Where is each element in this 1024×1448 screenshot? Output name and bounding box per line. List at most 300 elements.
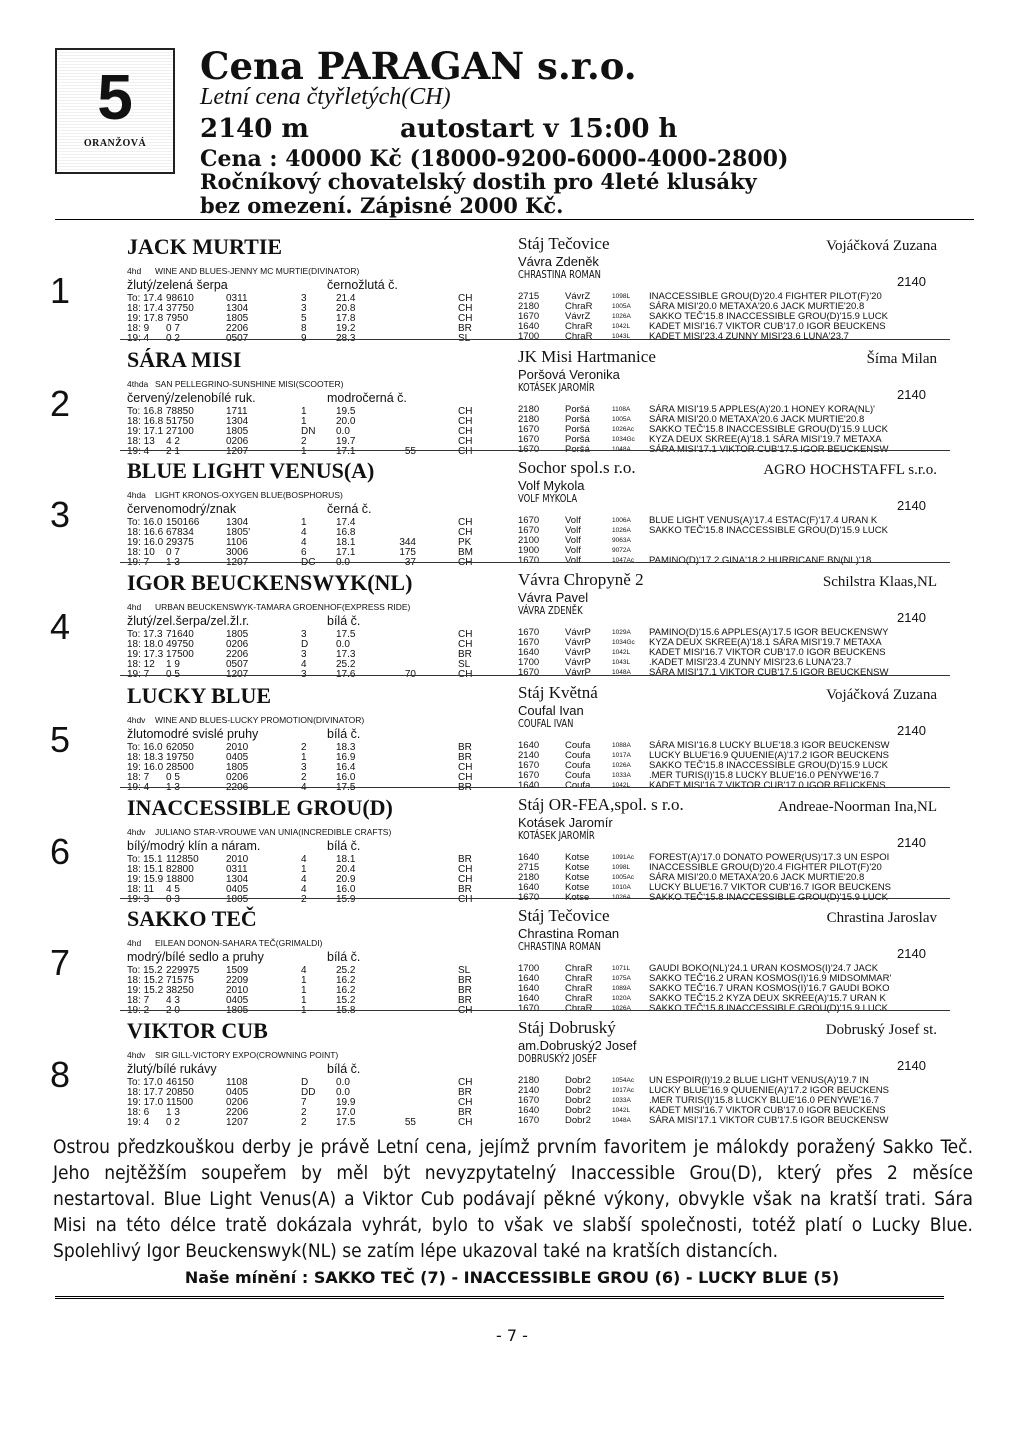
stats-cell: 0507 — [226, 659, 249, 670]
race-cell: Coufa — [565, 750, 591, 761]
owner-name: Dobruský Josef st. — [825, 1022, 937, 1038]
race-cell: 1640 — [518, 321, 540, 332]
stats-cell: 0206 — [226, 436, 249, 447]
recent-races — [518, 1076, 949, 1126]
stats-cell: 20.8 — [336, 303, 356, 314]
race-cell: 2180 — [518, 301, 540, 312]
stats-cell: 0 7 — [166, 323, 180, 334]
pedigree — [127, 379, 343, 389]
page-number: - 7 - — [496, 1326, 528, 1345]
stats-cell: 1207 — [226, 669, 249, 680]
stats-cell: 16.2 — [336, 985, 356, 996]
entry-divider — [120, 675, 950, 676]
stats-cell: 29375 — [166, 537, 194, 548]
stats-cell: 4 — [301, 874, 307, 885]
owner-name: Vojáčková Zuzana — [826, 238, 937, 254]
stats-cell: 1 — [301, 446, 307, 457]
entry-distance: 2140 — [897, 274, 926, 289]
our-opinion: Naše mínění : SAKKO TEČ (7) - INACCESSIBLE GROU (6) - LUCKY BLUE (5) — [184, 1268, 840, 1287]
race-cell: ChraR — [565, 321, 593, 332]
stats-cell: 18.1 — [336, 537, 356, 548]
race-cell: 1670 — [518, 424, 540, 435]
pedigree-text: EILEAN DONON-SAHARA TEČ(GRIMALDI) — [155, 938, 323, 948]
stats-row — [127, 314, 508, 324]
stats-cell: 0 2 — [166, 1117, 180, 1128]
race-cell: 1005Ac — [612, 874, 635, 881]
stats-row — [127, 660, 508, 670]
stats-cell: To: 16.8 — [127, 406, 163, 417]
stats-cell: 17.3 — [336, 649, 356, 660]
stats-cell: 16.9 — [336, 752, 356, 763]
stats-cell: BR — [458, 1107, 472, 1118]
stats-cell: 27100 — [166, 426, 194, 437]
race-cell: 2180 — [518, 1075, 540, 1086]
stats-cell: 0 5 — [166, 669, 180, 680]
race-cell: VávrP — [565, 627, 591, 638]
stats-cell — [416, 548, 458, 558]
race-cell: 1670 — [518, 760, 540, 771]
race-cell: Volf — [565, 525, 581, 536]
race-cell: 1098L — [612, 293, 631, 300]
horse-name: INACCESSIBLE GROU(D) — [127, 795, 393, 820]
stats-cell: To: 17.4 — [127, 293, 163, 304]
stats-cell: CH — [458, 1117, 473, 1128]
stats-cell — [416, 630, 458, 640]
career-stats — [127, 966, 508, 1016]
entry-number: 8 — [50, 1054, 71, 1095]
race-cell: SAKKO TEČ'16.2 URAN KOSMOS(I)'16.9 MIDSOMMAR' — [649, 973, 892, 984]
racing-colors-cap: černožlutá č. — [327, 278, 398, 292]
racing-colors: modrý/bílé sedlo a pruhy — [127, 950, 264, 964]
stats-row — [127, 427, 508, 437]
stats-cell — [416, 640, 458, 650]
stats-cell: DC — [301, 557, 316, 568]
stats-cell: 67834 — [166, 527, 194, 538]
stats-cell: 18: 18.3 — [127, 752, 164, 763]
stats-cell: 19: 16.0 — [127, 762, 164, 773]
race-distance-start — [200, 114, 677, 144]
race-cell: ChraR — [565, 993, 593, 1004]
entry-divider — [120, 1010, 950, 1011]
race-cell: 1670 — [518, 515, 540, 526]
race-cell: INACCESSIBLE GROU(D)'20.4 FIGHTER PILOT(F)'20 — [649, 862, 882, 873]
race-cell: VávrP — [565, 667, 591, 678]
stats-row — [127, 885, 508, 895]
stats-cell: 1 — [301, 985, 307, 996]
race-cell: 1006A — [612, 517, 631, 524]
race-cell: VávrZ — [565, 291, 591, 302]
stats-cell: 6 — [301, 547, 307, 558]
stats-cell: 62050 — [166, 742, 194, 753]
recent-races — [518, 853, 949, 903]
race-cell: SÁRA MISI'19.5 APPLES(A)'20.1 HONEY KORA(NL)' — [649, 404, 875, 415]
stats-cell: 4 — [301, 527, 307, 538]
stats-cell: To: 17.3 — [127, 629, 163, 640]
stats-cell: 7 — [301, 1097, 307, 1108]
race-cell: Volf — [565, 545, 581, 556]
stats-cell: 1 3 — [166, 782, 180, 793]
stats-cell: 344 — [399, 537, 416, 548]
stats-cell — [416, 304, 458, 314]
stats-cell: 0507 — [226, 333, 249, 344]
stats-cell: 4 3 — [166, 995, 180, 1006]
stats-cell: 98610 — [166, 293, 194, 304]
stats-cell — [416, 528, 458, 538]
stats-cell — [416, 447, 458, 457]
stats-cell: 46150 — [166, 1077, 194, 1088]
race-cell: Poršá — [565, 434, 590, 445]
stats-cell — [416, 855, 458, 865]
racing-colors: žlutý/zelená šerpa — [127, 278, 228, 292]
pedigree-text: SAN PELLEGRINO-SUNSHINE MISI(SCOOTER) — [155, 379, 344, 389]
stats-cell: DD — [301, 1087, 316, 1098]
stable-name: Stáj Tečovice — [518, 906, 610, 925]
stats-cell: 175 — [399, 547, 416, 558]
horse-name: LUCKY BLUE — [127, 683, 272, 708]
race-cell: Kotse — [565, 882, 590, 893]
racing-colors: žlutomodré svislé pruhy — [127, 727, 259, 741]
stats-cell: 16.4 — [336, 762, 356, 773]
stats-cell: CH — [458, 894, 473, 905]
race-cell — [649, 536, 949, 546]
owner-name: Vojáčková Zuzana — [826, 687, 937, 703]
race-cell: 1026A — [612, 313, 631, 320]
stats-cell: 2206 — [226, 649, 249, 660]
trainer-name: CHRASTINA ROMAN — [518, 940, 601, 953]
stats-cell: CH — [458, 1077, 473, 1088]
race-cell: Poršá — [565, 424, 590, 435]
stats-cell — [416, 1118, 458, 1128]
race-cell: 1670 — [518, 311, 540, 322]
race-cell: KYZA DEUX SKREE(A)'18.1 SÁRA MISI'19.7 METAXA — [649, 434, 882, 445]
race-cell: 2100 — [518, 535, 540, 546]
stats-cell: 19.9 — [336, 1097, 356, 1108]
stats-cell: CH — [458, 303, 473, 314]
stable-name: Stáj Květná — [518, 683, 598, 702]
stats-cell: 20850 — [166, 1087, 194, 1098]
stats-cell: 1 — [301, 406, 307, 417]
race-cell: 2180 — [518, 404, 540, 415]
race-cell: 1091Ac — [612, 854, 635, 861]
stats-cell: To: 16.0 — [127, 517, 163, 528]
stats-cell: 17.5 — [336, 629, 356, 640]
entry-number: 7 — [50, 942, 71, 983]
stats-cell: 25.2 — [336, 965, 356, 976]
stats-cell: 1805 — [226, 1005, 249, 1016]
driver-name: am.Dobruský2 Josef — [518, 1038, 637, 1053]
stats-cell: 4 — [301, 659, 307, 670]
footer-divider — [55, 1296, 944, 1299]
entry-divider — [120, 562, 950, 563]
stats-cell: 0206 — [226, 1097, 249, 1108]
entry-distance: 2140 — [897, 610, 926, 625]
stats-cell: 37750 — [166, 303, 194, 314]
racing-colors-cap: černá č. — [327, 502, 372, 516]
stats-cell — [386, 966, 416, 976]
race-cell: 1089A — [612, 985, 631, 992]
stats-cell: 1805 — [226, 426, 249, 437]
race-cell: 1640 — [518, 983, 540, 994]
stats-cell: 20.4 — [336, 864, 356, 875]
stats-row — [127, 1006, 508, 1016]
race-cell: 1034Gc — [612, 639, 635, 646]
stats-cell: CH — [458, 313, 473, 324]
stats-cell: 4 2 — [166, 436, 180, 447]
race-cell: ChraR — [565, 301, 593, 312]
stats-cell: 0206 — [226, 772, 249, 783]
stats-row — [127, 650, 508, 660]
race-subtitle: Letní cena čtyřletých(CH) — [200, 84, 451, 110]
stats-cell: CH — [458, 293, 473, 304]
race-cell: Dobr2 — [565, 1075, 591, 1086]
stats-cell — [386, 865, 416, 875]
race-cell: 1640 — [518, 852, 540, 863]
stats-cell: 18: 16.6 — [127, 527, 164, 538]
stats-cell: CH — [458, 557, 473, 568]
racing-colors: červený/zelenobílé ruk. — [127, 391, 256, 405]
race-cell: .KADET MISI'23.4 ZUNNY MISI'23.6 LUNA'23.7 — [649, 657, 852, 668]
stats-cell — [416, 660, 458, 670]
race-cell: 1108A — [612, 406, 631, 413]
owner-name: Andreae-Noorman Ina,NL — [777, 799, 937, 815]
race-title: Cena PARAGAN s.r.o. — [200, 44, 637, 88]
stats-cell: 17.0 — [336, 1107, 356, 1118]
entry-divider — [120, 450, 950, 451]
race-cell: SÁRA MISI'16.8 LUCKY BLUE'18.3 IGOR BEUCKENSW — [649, 740, 890, 751]
stats-cell: CH — [458, 517, 473, 528]
stats-cell — [416, 1078, 458, 1088]
pedigree-text: JULIANO STAR-VROUWE VAN UNIA(INCREDIBLE CRAFTS) — [155, 827, 392, 837]
race-prize: Cena : 40000 Kč (18000-9200-6000-4000-2800) — [200, 146, 789, 172]
race-cell: 1017Ac — [612, 1087, 635, 1094]
entry-distance: 2140 — [897, 387, 926, 402]
race-row — [518, 668, 949, 678]
race-cell: 1005A — [612, 416, 631, 423]
race-cell: Coufa — [565, 770, 591, 781]
stats-cell: 1805 — [226, 762, 249, 773]
race-cell: GAUDI BOKO(NL)'24.1 URAN KOSMOS(I)'24.7 JACK — [649, 963, 879, 974]
stats-cell: 18: 16.8 — [127, 416, 164, 427]
stats-cell: 1 — [301, 975, 307, 986]
stats-cell — [416, 294, 458, 304]
race-cell: 1670 — [518, 1115, 540, 1126]
race-cell: KYZA DEUX SKREE(A)'18.1 SÁRA MISI'19.7 METAXA — [649, 637, 882, 648]
stats-cell — [416, 518, 458, 528]
race-cell: 1098L — [612, 864, 631, 871]
stats-cell: 0405 — [226, 752, 249, 763]
racing-colors: červenomodrý/znak — [127, 502, 237, 516]
stats-cell: 3006 — [226, 547, 249, 558]
stats-cell: 3 — [301, 303, 307, 314]
stats-cell: 2010 — [226, 854, 249, 865]
header-divider — [55, 219, 974, 220]
stats-cell — [386, 304, 416, 314]
racing-colors-cap: bílá č. — [327, 1062, 361, 1076]
stats-cell: 1 — [301, 995, 307, 1006]
stable-name: Stáj OR-FEA,spol. s r.o. — [518, 795, 684, 814]
race-cell: Volf — [565, 515, 581, 526]
horse-age-sex: 4hd — [127, 938, 142, 948]
stats-cell: SL — [458, 659, 471, 670]
stats-cell — [386, 294, 416, 304]
stats-cell — [416, 773, 458, 783]
stats-cell — [386, 1098, 416, 1108]
race-cell: 1071L — [612, 965, 631, 972]
race-cell: SAKKO TEČ'15.8 INACCESSIBLE GROU(D)'15.9 LUCK — [649, 311, 888, 322]
stats-cell — [386, 773, 416, 783]
pedigree-text: LIGHT KRONOS-OXYGEN BLUE(BOSPHORUS) — [155, 490, 343, 500]
race-cell: 2140 — [518, 750, 540, 761]
stats-cell: 18.3 — [336, 742, 356, 753]
stats-cell — [416, 885, 458, 895]
driver-name: Vávra Zdeněk — [518, 254, 599, 269]
stats-cell: 16.0 — [336, 884, 356, 895]
race-cell: 1088A — [612, 742, 631, 749]
race-cell: 1670 — [518, 444, 540, 455]
stats-cell — [386, 630, 416, 640]
stats-cell: 229975 — [166, 965, 200, 976]
stats-cell: CH — [458, 406, 473, 417]
stats-row — [127, 437, 508, 447]
race-cell: Kotse — [565, 872, 590, 883]
badge-number: 5 — [97, 61, 133, 133]
horse-name: IGOR BEUCKENSWYK(NL) — [127, 570, 413, 595]
stats-cell: 3 — [301, 762, 307, 773]
career-stats — [127, 743, 508, 793]
stats-cell — [416, 417, 458, 427]
stats-cell: 17.8 — [336, 313, 356, 324]
entry-divider — [120, 898, 950, 899]
pedigree-text: WINE AND BLUES-LUCKY PROMOTION(DIVINATOR) — [155, 715, 365, 725]
stats-cell — [386, 650, 416, 660]
race-cell: 1026A — [612, 1005, 631, 1012]
race-cell: KADET MISI'16.7 VIKTOR CUB'17.0 IGOR BEUCKENS — [649, 647, 886, 658]
stats-cell: 18: 17.4 — [127, 303, 164, 314]
stats-cell: CH — [458, 527, 473, 538]
race-cell: PAMINO(D)'15.6 APPLES(A)'17.5 IGOR BEUCKENSWY — [649, 627, 889, 638]
stats-cell: 0 7 — [166, 547, 180, 558]
stats-cell — [416, 437, 458, 447]
stats-cell: CH — [458, 426, 473, 437]
race-cell: Coufa — [565, 740, 591, 751]
stats-cell: 17.5 — [336, 782, 356, 793]
stats-cell — [386, 427, 416, 437]
race-cell: 1670 — [518, 627, 540, 638]
career-stats — [127, 630, 508, 680]
stats-cell: 18: 7 — [127, 772, 150, 783]
horse-age-sex: 4thda — [127, 379, 149, 389]
stats-cell: 2 — [301, 436, 307, 447]
driver-name: Vávra Pavel — [518, 590, 589, 605]
stats-cell: 0 2 — [166, 333, 180, 344]
stats-cell: 0311 — [226, 864, 248, 875]
stats-cell: 1106 — [226, 537, 248, 548]
trainer-name: VOLF MYKOLA — [518, 492, 578, 505]
stats-cell — [386, 976, 416, 986]
stats-cell: 0 5 — [166, 772, 180, 783]
race-cell: SÁRA MISI'20.0 METAXA'20.6 JACK MURTIE'20.8 — [649, 301, 865, 312]
race-cell: 1043L — [612, 659, 631, 666]
stats-cell: 0405 — [226, 884, 249, 895]
stats-cell — [416, 324, 458, 334]
race-cell: VávrP — [565, 647, 591, 658]
race-cell: Poršá — [565, 404, 590, 415]
horse-age-sex: 4hdv — [127, 827, 146, 837]
stats-cell — [386, 763, 416, 773]
stats-cell: 1304 — [226, 416, 249, 427]
recent-races — [518, 741, 949, 791]
stats-cell: CH — [458, 1005, 473, 1016]
stats-cell: BR — [458, 782, 472, 793]
stats-cell: 2 — [301, 894, 307, 905]
horse-age-sex: 4hda — [127, 490, 146, 500]
stats-cell: 55 — [404, 446, 416, 457]
race-cell: KADET MISI'16.7 VIKTOR CUB'17.0 IGOR BEUCKENS — [649, 780, 886, 791]
race-cell: 2180 — [518, 872, 540, 883]
stats-cell: 2 — [301, 1117, 307, 1128]
stable-name: Stáj Dobruský — [518, 1018, 616, 1037]
race-cell: 1670 — [518, 1095, 540, 1106]
horse-name: SÁRA MISI — [127, 347, 242, 372]
race-cell: Poršá — [565, 414, 590, 425]
race-description-line1: Ročníkový chovatelský dostih pro 4leté klusáky — [200, 169, 757, 194]
stats-cell — [386, 314, 416, 324]
stats-cell: 19: 7 — [127, 669, 150, 680]
stats-cell: 20.0 — [336, 416, 356, 427]
stats-cell — [386, 743, 416, 753]
stats-row — [127, 538, 508, 548]
stats-cell: 19: 15.2 — [127, 985, 164, 996]
stats-row — [127, 875, 508, 885]
race-cell: 1700 — [518, 657, 540, 668]
race-cell: 1042L — [612, 649, 631, 656]
stats-cell — [386, 753, 416, 763]
race-row — [518, 781, 949, 791]
race-cell: 2180 — [518, 414, 540, 425]
race-comment: Ostrou předzkouškou derby je právě Letní cena, jejímž prvním favoritem je málokdy poražený Sakko Teč. Jeho nejtěžším soupeřem by měl být nevyzpytatelný Inaccessible Grou(D), který přes 2 měsíce nestartoval. Blue Light Venus(A) a Viktor Cub podávají pěkné výkony, obvykle však na kratší trati. Sára Misi na této délce tratě dokázala vyhrát, bylo to však ve slabší společnosti, totéž platí o Lucky Blue. Spolehlivý Igor Beuckenswyk(NL) se zatím lépe ukazoval také na kratších distancích. — [53, 1136, 973, 1262]
race-cell: SAKKO TEČ'15.8 INACCESSIBLE GROU(D)'15.9 LUCK — [649, 760, 888, 771]
race-cell: 1640 — [518, 993, 540, 1004]
race-cell: 1700 — [518, 331, 540, 342]
stats-cell: 49750 — [166, 639, 194, 650]
trainer-name: COUFAL IVAN — [518, 717, 574, 730]
race-cell: .MER TURIS(I)'15.8 LUCKY BLUE'16.0 PENYWE'16.7 — [649, 1095, 880, 1106]
race-cell: 1900 — [518, 545, 540, 556]
horse-name: VIKTOR CUB — [127, 1018, 268, 1043]
stats-cell: 1509 — [226, 965, 249, 976]
stats-cell: 1 — [301, 517, 307, 528]
race-cell: 1700 — [518, 963, 540, 974]
horse-age-sex: 4hdv — [127, 715, 146, 725]
stats-cell — [416, 1108, 458, 1118]
stats-cell: 4 — [301, 854, 307, 865]
stats-cell: CH — [458, 416, 473, 427]
stats-cell: 70 — [404, 669, 416, 680]
race-cell: SÁRA MISI'17.1 VIKTOR CUB'17.5 IGOR BEUCKENSW — [649, 667, 889, 678]
race-cell: ChraR — [565, 331, 593, 342]
stats-cell: 17.1 — [336, 446, 356, 457]
race-cell: 1048A — [612, 446, 631, 453]
stats-cell: 1711 — [226, 406, 248, 417]
stats-cell: 4 — [301, 782, 307, 793]
stats-cell: BR — [458, 742, 472, 753]
stats-cell: 1 — [301, 416, 307, 427]
race-cell: 1042L — [612, 1107, 631, 1114]
stats-cell: 1805 — [226, 629, 249, 640]
stats-cell — [416, 865, 458, 875]
pedigree-text: SIR GILL-VICTORY EXPO(CROWNING POINT) — [155, 1050, 339, 1060]
racing-colors: bílý/modrý klín a náram. — [127, 839, 261, 853]
